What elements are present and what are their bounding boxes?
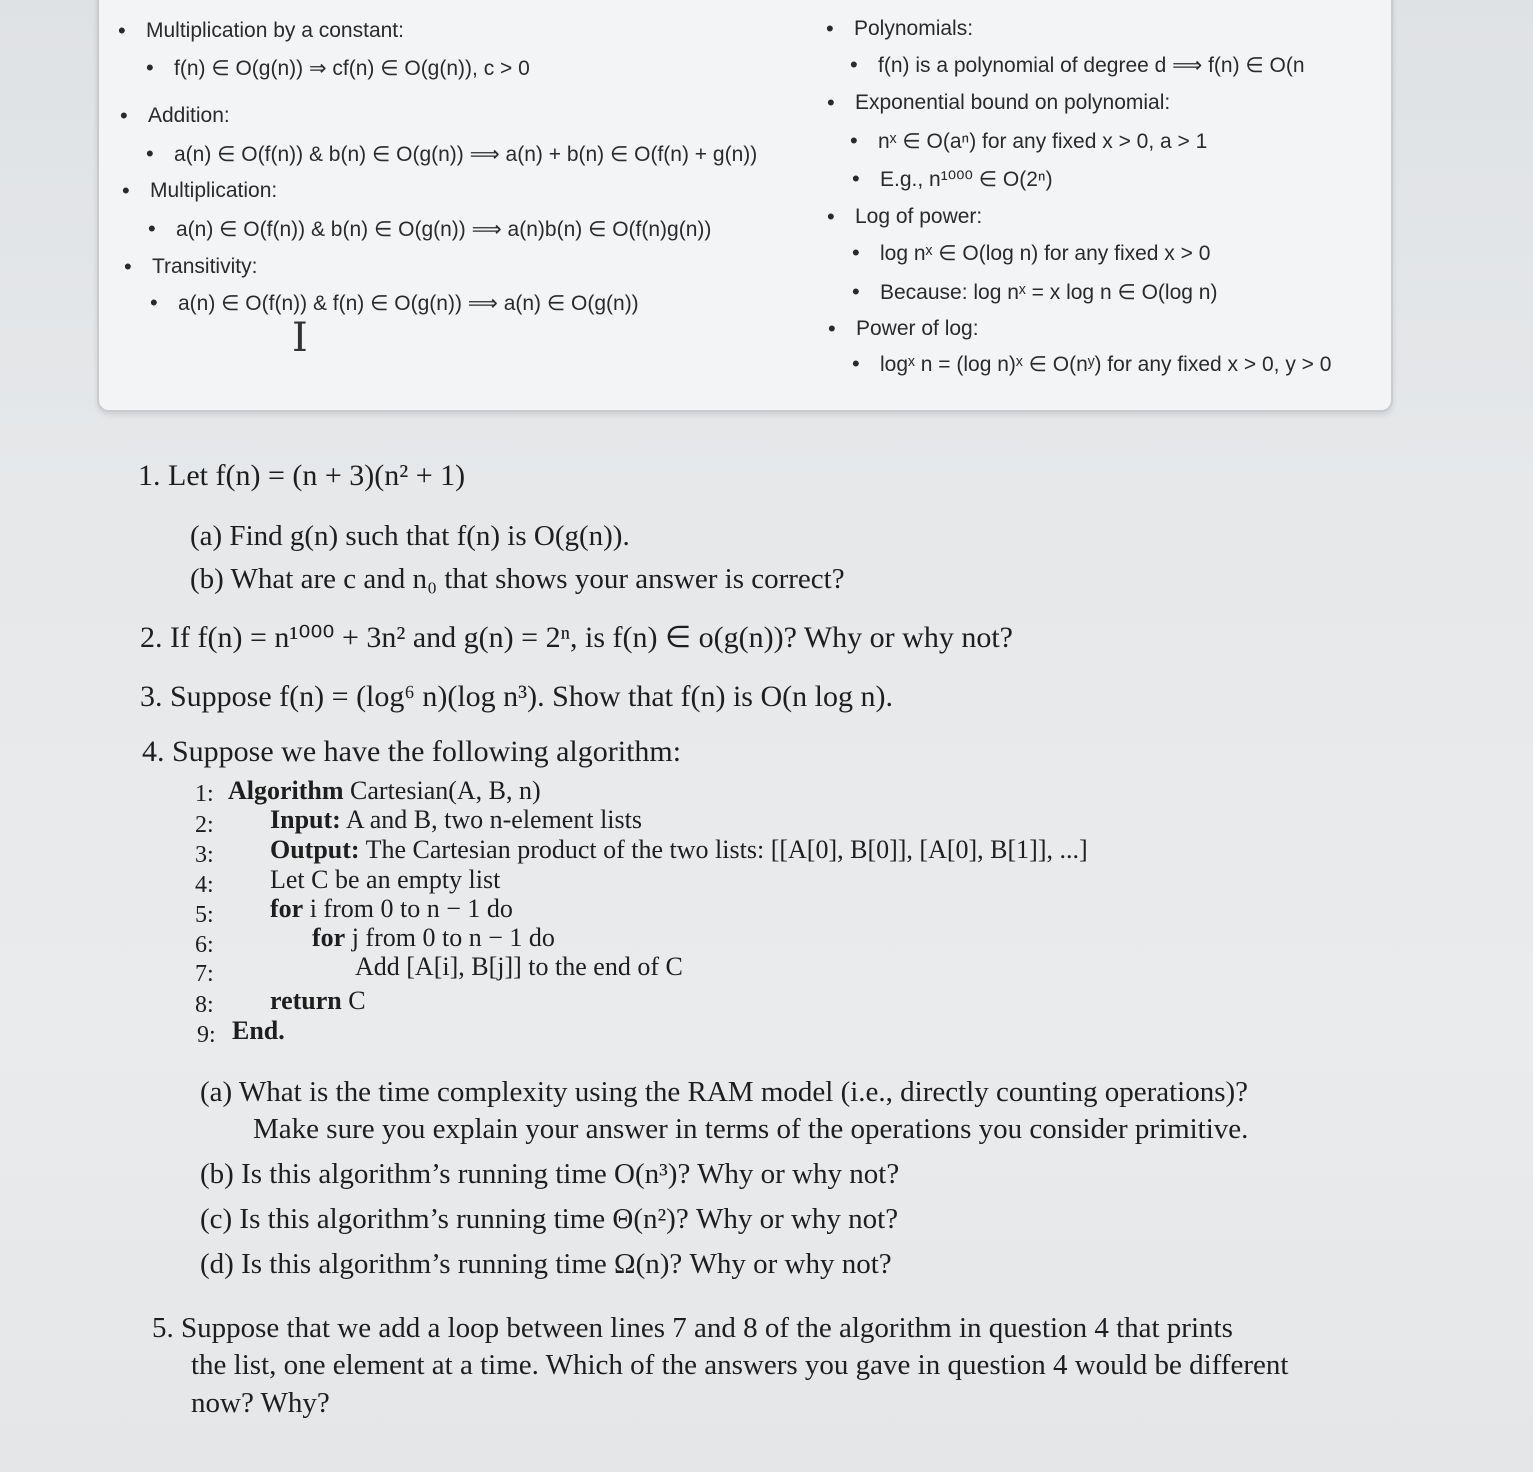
algo-line-number: 4: [195,872,214,898]
algo-line: Output: The Cartesian product of the two lists: [[A[0], B[0]], [A[0], B[1]], ...] [270,835,1088,864]
rule-logpow-head: • Log of power: [855,205,982,229]
question-1: 1. Let f(n) = (n + 3)(n² + 1) [138,459,466,492]
algo-line-number: 6: [195,932,214,958]
question-4d: (d) Is this algorithm’s running time Ω(n)? Why or why not? [200,1248,892,1280]
algo-line: return C [270,986,366,1015]
question-5-cont-1: the list, one element at a time. Which of the answers you gave in question 4 would be different [191,1349,1289,1381]
rule-poly: • f(n) is a polynomial of degree d ⟹ f(n) ∈ O(n [878,53,1305,78]
rule-mult-const-head: • Multiplication by a constant: [146,19,404,43]
algo-line: Let C be an empty list [270,865,501,894]
rule-exp-example: • E.g., n¹⁰⁰⁰ ∈ O(2ⁿ) [880,167,1053,192]
question-5: 5. Suppose that we add a loop between lines 7 and 8 of the algorithm in question 4 that prints [152,1312,1233,1344]
algo-line-number: 5: [195,902,214,928]
rule-powlog-head: • Power of log: [856,317,979,341]
rule-exp-head: • Exponential bound on polynomial: [855,91,1170,115]
algo-line: Add [A[i], B[j]] to the end of C [355,952,683,981]
text-cursor-icon: I [292,315,308,361]
rule-transitivity-head: • Transitivity: [152,255,257,279]
algo-line-number: 8: [195,992,214,1018]
algo-line: Input: A and B, two n-element lists [270,805,642,834]
rule-logpow: • log nˣ ∈ O(log n) for any fixed x > 0 [880,241,1210,266]
question-4a: (a) What is the time complexity using the RAM model (i.e., directly counting operations)? [200,1076,1249,1108]
algo-line-number: 1: [195,781,214,807]
rule-multiplication-head: • Multiplication: [150,179,277,203]
question-5-cont-2: now? Why? [191,1387,330,1419]
algo-line-number: 9: [197,1022,216,1048]
question-3: 3. Suppose f(n) = (log⁶ n)(log n³). Show that f(n) is O(n log n). [140,680,893,713]
rule-addition-head: • Addition: [148,104,230,128]
question-4a-cont: Make sure you explain your answer in terms of the operations you consider primitive. [253,1113,1249,1145]
question-1b: (b) What are c and n₀ that shows your answer is correct? [190,563,845,595]
rule-powlog: • logˣ n = (log n)ˣ ∈ O(nʸ) for any fixed x > 0, y > 0 [880,352,1331,377]
rule-multiplication: • a(n) ∈ O(f(n)) & b(n) ∈ O(g(n)) ⟹ a(n)b(n) ∈ O(f(n)g(n)) [176,217,711,242]
algo-line: End. [232,1016,285,1045]
algo-line: for i from 0 to n − 1 do [270,894,513,923]
rule-addition: • a(n) ∈ O(f(n)) & b(n) ∈ O(g(n)) ⟹ a(n) + b(n) ∈ O(f(n) + g(n)) [174,142,757,167]
rule-poly-head: • Polynomials: [854,17,973,41]
question-4: 4. Suppose we have the following algorithm: [142,735,682,768]
question-2: 2. If f(n) = n¹⁰⁰⁰ + 3n² and g(n) = 2ⁿ, is f(n) ∈ o(g(n))? Why or why not? [140,621,1013,654]
question-1a: (a) Find g(n) such that f(n) is O(g(n)). [190,520,630,552]
rule-logpow-because: • Because: log nˣ = x log n ∈ O(log n) [880,280,1217,305]
algo-line-number: 2: [195,812,214,838]
algo-line-number: 7: [195,961,214,987]
algo-line: for j from 0 to n − 1 do [312,923,555,952]
question-4c: (c) Is this algorithm’s running time Θ(n²)? Why or why not? [200,1203,899,1235]
algo-line: Algorithm Cartesian(A, B, n) [228,776,541,805]
question-4b: (b) Is this algorithm’s running time O(n³)? Why or why not? [200,1158,900,1190]
rule-exp: • nˣ ∈ O(aⁿ) for any fixed x > 0, a > 1 [878,129,1207,154]
rule-mult-const: • f(n) ∈ O(g(n)) ⇒ cf(n) ∈ O(g(n)), c > 0 [174,56,530,81]
rule-transitivity: • a(n) ∈ O(f(n)) & f(n) ∈ O(g(n)) ⟹ a(n) ∈ O(g(n)) [178,291,639,316]
algo-line-number: 3: [195,842,214,868]
